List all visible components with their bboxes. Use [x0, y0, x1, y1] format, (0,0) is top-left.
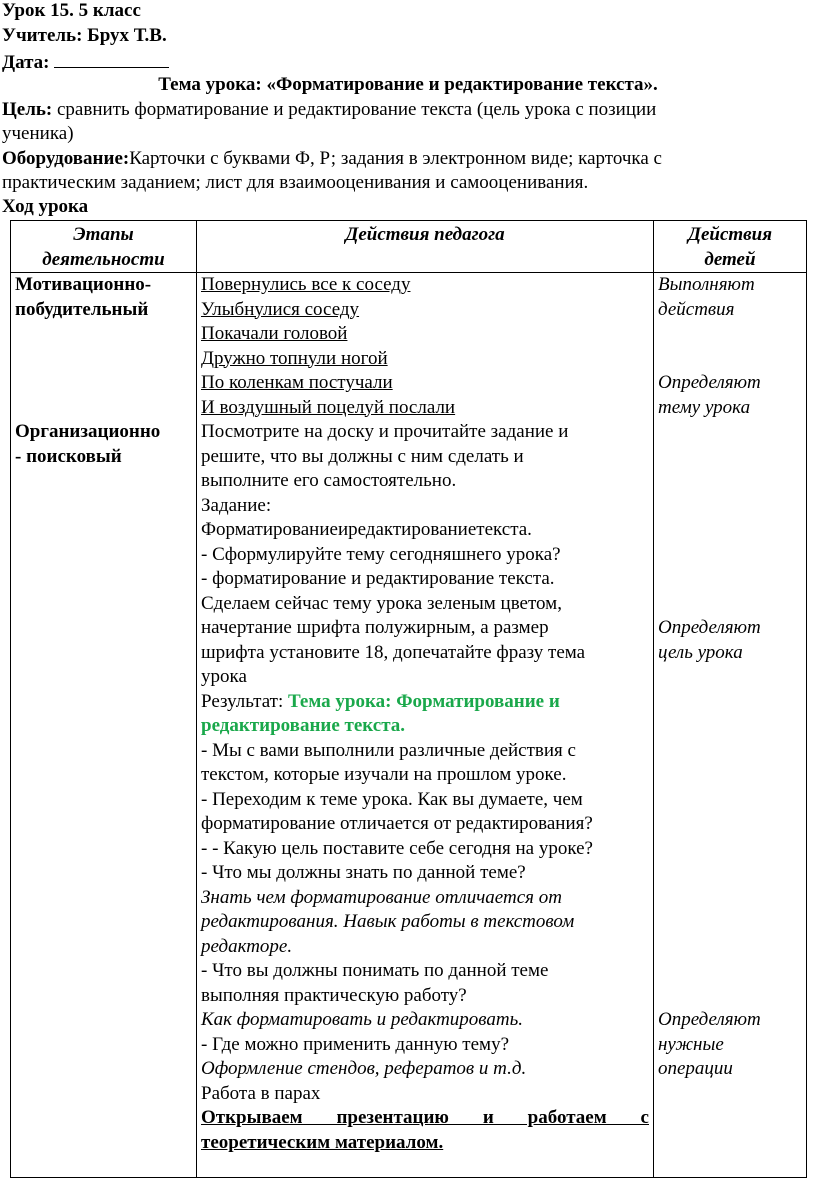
warmup-line: Повернулись все к соседу	[201, 274, 411, 295]
result-green-text: Тема урока: Форматирование и	[287, 690, 560, 712]
equipment-line-1	[2, 147, 662, 172]
text-line: текстом, которые изучали на прошлом уроке.	[201, 764, 567, 785]
equipment-text-1: Карточки с буквами Ф, Р; задания в электронном виде; карточка с	[129, 148, 662, 169]
date-label: Дата:	[2, 52, 50, 73]
text-line: шрифта установите 18, допечатайте фразу тема	[201, 641, 586, 663]
children-action: Определяют	[658, 617, 761, 638]
presentation-line: Открываем презентацию и работаем с	[201, 1107, 649, 1128]
spacer	[658, 420, 802, 616]
italic-answer-line: Как форматировать и редактировать.	[201, 1009, 524, 1030]
children-action: Определяют	[658, 372, 761, 393]
warmup-line: И воздушный поцелуй послали	[201, 396, 456, 418]
question-line: - Что вы должны понимать по данной теме	[201, 960, 549, 981]
children-actions-cell	[654, 273, 807, 1178]
task-label: Задание:	[201, 494, 272, 516]
stage-motivational-line1: Мотивационно-	[15, 274, 152, 295]
warmup-line: Дружно топнули ногой	[201, 347, 388, 369]
task-text: Форматированиеиредактированиетекста.	[201, 519, 532, 540]
lesson-number: Урок 15. 5 класс	[2, 0, 141, 21]
question-line: выполняя практическую работу?	[201, 984, 467, 1006]
children-action: действия	[658, 298, 735, 320]
text-line: Сделаем сейчас тему урока зеленым цветом,	[201, 592, 562, 614]
italic-answer-line: Оформление стендов, рефератов и т.д.	[201, 1058, 527, 1079]
table-header-row	[11, 221, 807, 273]
stage-search-line1: Организационно	[15, 421, 161, 442]
children-action: цель урока	[658, 641, 743, 663]
children-action: нужные	[658, 1033, 724, 1055]
italic-answer-line: редактирования. Навык работы в текстовом	[201, 911, 575, 932]
text-line: Посмотрите на доску и прочитайте задание и	[201, 421, 569, 442]
goal-text-1: сравнить форматирование и редактирование текста (цель урока с позиции	[52, 99, 657, 120]
date-blank	[54, 49, 169, 68]
text-line: начертание шрифта полужирным, а размер	[201, 617, 549, 638]
pair-work-line: Работа в парах	[201, 1082, 321, 1104]
lesson-table	[10, 220, 807, 1178]
answer-line: - форматирование и редактирование текста.	[201, 568, 555, 589]
children-action: тему урока	[658, 396, 751, 418]
text-line: решите, что вы должны с ним сделать и	[201, 445, 524, 467]
header-children-line1: Действия	[687, 224, 773, 245]
italic-answer-line: Знать чем форматирование отличается от	[201, 886, 562, 908]
header-children-actions	[654, 221, 807, 273]
stage-motivational-line2: побудительный	[15, 298, 149, 320]
header-stages-line1: Этапы	[73, 224, 134, 245]
equipment-text-2: практическим заданием; лист для взаимооценивания и самооценивания.	[2, 172, 589, 193]
spacer	[658, 665, 802, 1008]
date-line	[2, 49, 169, 76]
equipment-label: Оборудование:	[2, 148, 130, 169]
lesson-progress-heading: Ход урока	[2, 196, 89, 217]
goal-label: Цель:	[2, 99, 53, 120]
children-action: Выполняют	[658, 274, 755, 295]
children-action: операции	[658, 1058, 733, 1079]
text-line: урока	[201, 666, 247, 687]
header-stages	[11, 221, 197, 273]
goal-line-1	[2, 98, 656, 123]
lesson-topic: Тема урока: «Форматирование и редактирование текста».	[158, 74, 658, 95]
result-green-text-2: редактирование текста.	[201, 715, 406, 736]
header-teacher-actions	[197, 221, 654, 273]
presentation-line-2: теоретическим материалом.	[201, 1131, 444, 1153]
stages-cell	[11, 273, 197, 1178]
question-line: - - Какую цель поставите себе сегодня на уроке?	[201, 837, 593, 859]
result-label: Результат:	[201, 690, 288, 712]
header-teacher-actions-text: Действия педагога	[345, 224, 505, 245]
goal-text-2: ученика)	[2, 123, 74, 144]
warmup-line: Покачали головой	[201, 323, 348, 344]
warmup-line: Улыбнулися соседу	[201, 298, 360, 320]
question-line: - Что мы должны знать по данной теме?	[201, 862, 526, 883]
children-action: Определяют	[658, 1009, 761, 1030]
spacer	[15, 322, 192, 420]
result-line	[201, 690, 649, 715]
warmup-line: По коленкам постучали	[201, 372, 393, 393]
question-line: - Где можно применить данную тему?	[201, 1033, 509, 1055]
stage-search-line2: - поисковый	[15, 445, 122, 467]
header-stages-line2: деятельности	[42, 248, 165, 270]
spacer	[658, 322, 802, 371]
italic-answer-line: редакторе.	[201, 935, 293, 957]
teacher-name: Учитель: Брух Т.В.	[2, 25, 167, 46]
text-line: выполните его самостоятельно.	[201, 470, 457, 491]
table-row	[11, 273, 807, 1178]
teacher-actions-cell	[197, 273, 654, 1178]
text-line: - Переходим к теме урока. Как вы думаете, чем	[201, 788, 583, 810]
text-line: форматирование отличается от редактирования?	[201, 813, 593, 834]
text-line: - Мы с вами выполнили различные действия с	[201, 739, 576, 761]
question-line: - Сформулируйте тему сегодняшнего урока?	[201, 543, 561, 565]
header-children-line2: детей	[704, 248, 756, 270]
